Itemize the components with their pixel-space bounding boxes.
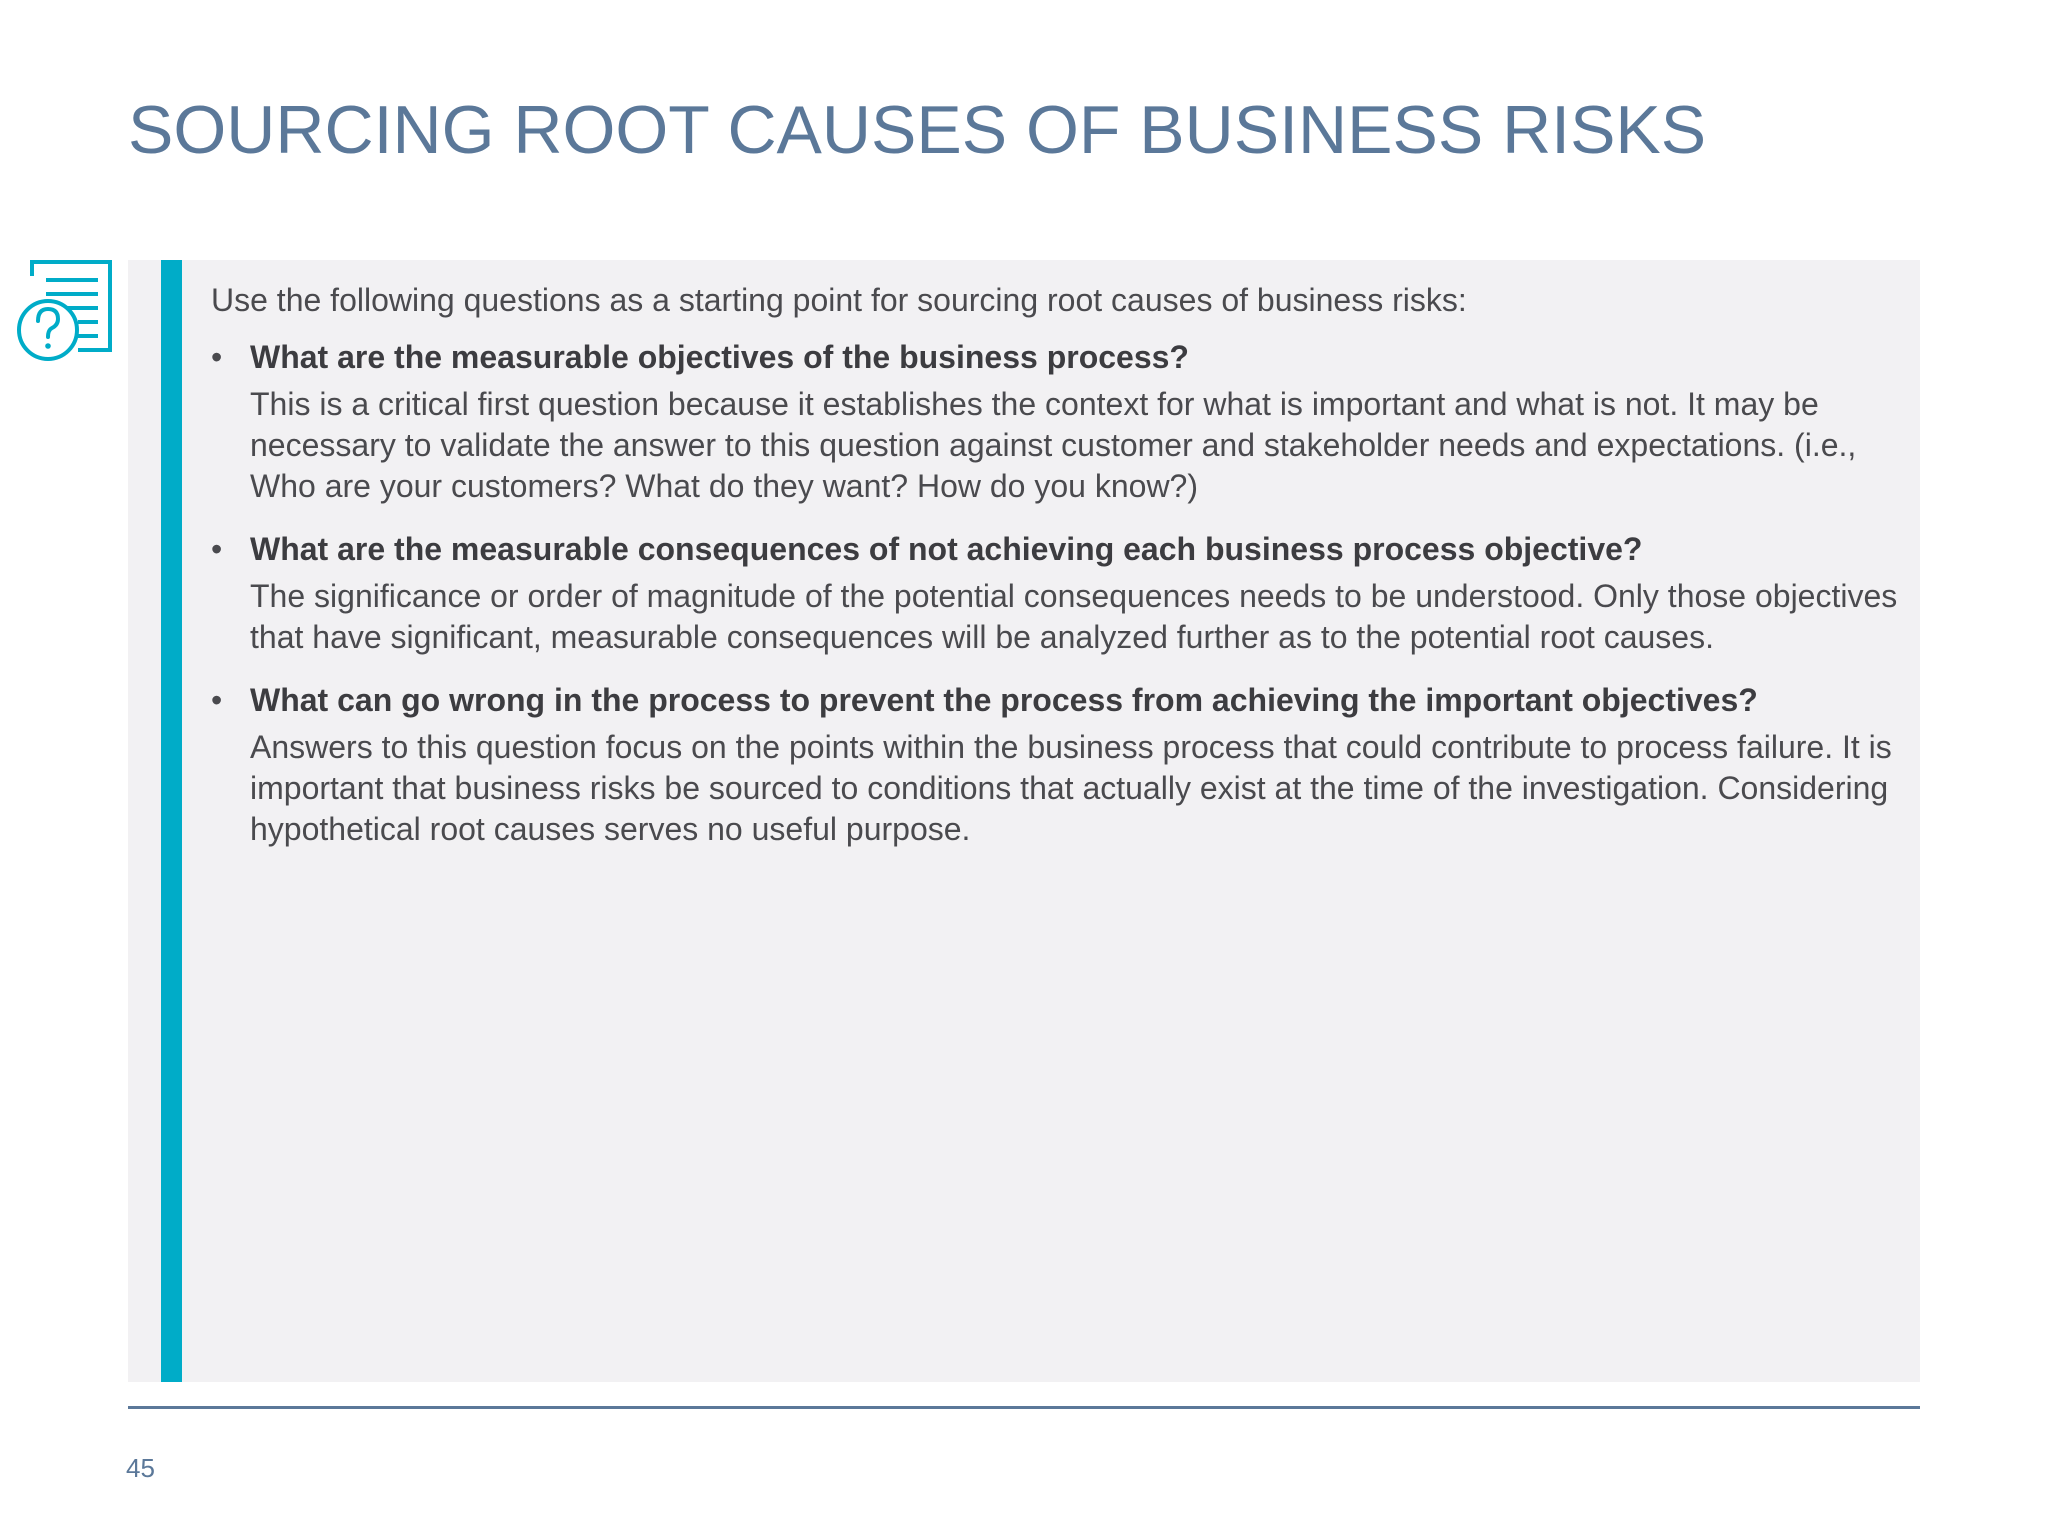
- question-text: Answers to this question focus on the points within the business process that could contribute to process failure. It is important that business risks be sourced to conditions that actually exist at the time of the investigation. Considering hypothetical root causes serves no useful purpose.: [250, 729, 1892, 847]
- question-heading: What are the measurable consequences of not achieving each business process objective?: [250, 531, 1643, 567]
- document-question-icon: [14, 258, 116, 362]
- question-item: [211, 529, 1901, 658]
- question-list: [211, 337, 1901, 850]
- page-number: 45: [126, 1453, 155, 1483]
- question-heading: What are the measurable objectives of the business process?: [250, 339, 1189, 375]
- bullet: •: [211, 682, 223, 718]
- question-item: [211, 680, 1901, 850]
- content-body: [211, 280, 1901, 872]
- footer-divider: [128, 1406, 1920, 1409]
- question-text: This is a critical first question because it establishes the context for what is important and what is not. It may be necessary to validate the answer to this question against customer and stakeholder needs and expectations. (i.e., Who are your customers? What do they want? How do you know?): [250, 386, 1857, 504]
- bullet: •: [211, 531, 223, 567]
- question-text: The significance or order of magnitude of the potential consequences needs to be understood. Only those objectives that have significant, measurable consequences will be analyzed further as to the potential root causes.: [250, 578, 1898, 655]
- slide-title: SOURCING ROOT CAUSES OF BUSINESS RISKS: [128, 92, 1707, 168]
- intro-text: Use the following questions as a starting point for sourcing root causes of business risks:: [211, 282, 1467, 318]
- bullet: •: [211, 339, 223, 375]
- accent-bar: [161, 260, 182, 1382]
- question-item: [211, 337, 1901, 507]
- question-heading: What can go wrong in the process to prevent the process from achieving the important objectives?: [250, 682, 1758, 718]
